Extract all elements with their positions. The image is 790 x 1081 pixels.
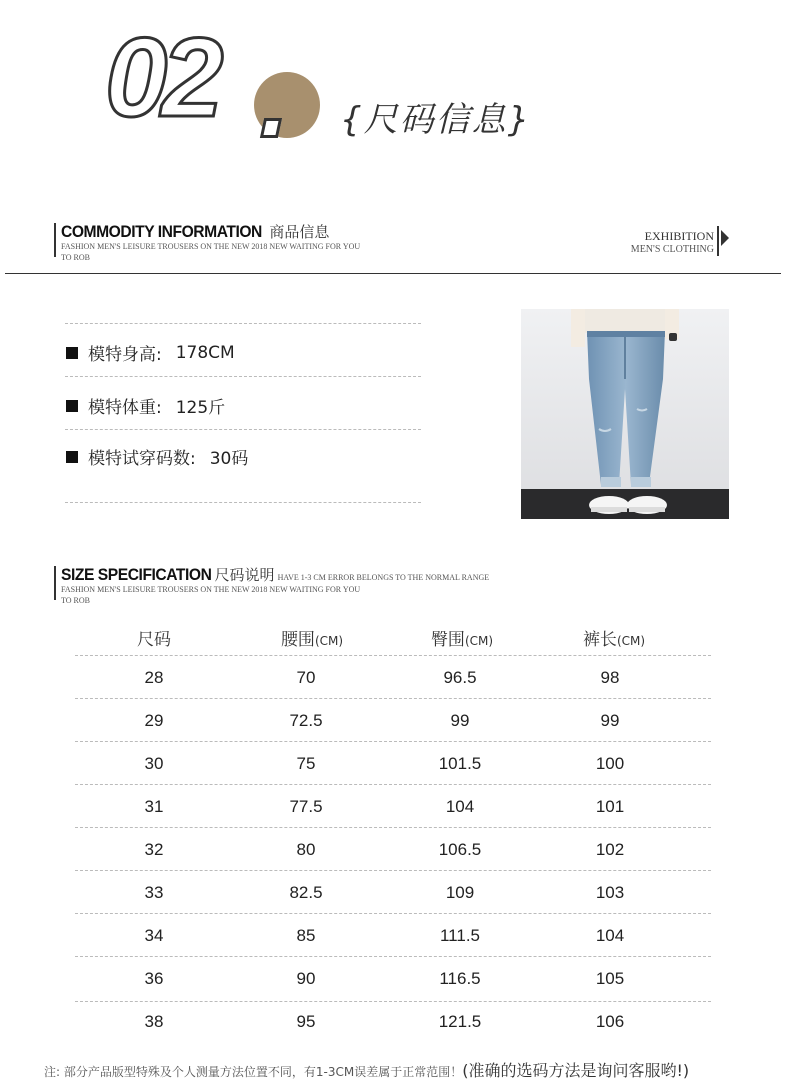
model-info-value: 178CM	[175, 342, 235, 363]
cell-waist: 77.5	[289, 797, 323, 816]
cell-waist: 82.5	[289, 883, 323, 902]
cell-size: 30	[144, 754, 164, 773]
table-header-waist	[242, 625, 382, 650]
size-spec-heading	[61, 564, 489, 585]
table-row	[0, 883, 790, 903]
cell-hip: 116.5	[439, 969, 481, 988]
table-row	[0, 754, 790, 774]
cell-hip: 121.5	[438, 1012, 482, 1031]
section-bar	[54, 566, 56, 600]
cell-length: 102	[595, 840, 625, 859]
table-header-size	[84, 625, 224, 650]
table-divider	[75, 655, 711, 656]
cell-size: 34	[144, 926, 164, 945]
table-divider	[75, 1001, 711, 1002]
table-row	[0, 711, 790, 731]
header-unit: (CM)	[314, 634, 344, 648]
cell-waist: 70	[296, 668, 316, 687]
size-spec-note: HAVE 1-3 CM ERROR BELONGS TO THE NORMAL RANGE	[277, 573, 490, 582]
cell-hip: 96.5	[443, 668, 477, 687]
header-unit: (CM)	[464, 634, 494, 648]
square-bullet-icon	[66, 347, 78, 359]
table-header-length	[544, 625, 684, 650]
model-info-row	[66, 340, 235, 365]
jeans-illustration	[521, 309, 729, 519]
square-bullet-icon	[66, 451, 78, 463]
cell-hip: 101.5	[438, 754, 482, 773]
table-divider	[75, 956, 711, 957]
cell-hip: 106.5	[438, 840, 482, 859]
commodity-title-en: COMMODITY INFORMATION	[61, 222, 262, 241]
cell-size: 31	[144, 797, 164, 816]
cell-length: 106	[595, 1012, 625, 1031]
footnote-emphasis: (准确的选码方法是询问客服哟!)	[462, 1061, 690, 1080]
commodity-title-cn: 商品信息	[269, 223, 330, 241]
size-spec-title-en: SIZE SPECIFICATION	[61, 565, 212, 584]
cell-length: 100	[595, 754, 625, 773]
section-bar	[54, 223, 56, 257]
cell-waist: 90	[296, 969, 316, 988]
table-row	[0, 840, 790, 860]
divider	[5, 273, 781, 274]
header-unit: (CM)	[616, 634, 646, 648]
cell-hip: 109	[445, 883, 475, 902]
cell-size: 32	[144, 840, 164, 859]
size-spec-title-cn: 尺码说明	[214, 566, 275, 584]
cell-waist: 85	[296, 926, 316, 945]
table-row	[0, 797, 790, 817]
table-divider	[75, 741, 711, 742]
cell-waist: 80	[296, 840, 316, 859]
header-label: 臀围	[430, 630, 465, 650]
table-row	[0, 1012, 790, 1032]
table-row	[0, 969, 790, 989]
cell-hip: 99	[450, 711, 470, 730]
header-label: 裤长	[582, 630, 617, 650]
section-number: 02	[105, 15, 218, 140]
table-row	[0, 668, 790, 688]
cell-length: 105	[595, 969, 625, 988]
table-divider	[75, 870, 711, 871]
divider	[65, 323, 421, 324]
cell-size: 29	[144, 711, 164, 730]
model-info-label: 模特试穿码数:	[88, 449, 196, 469]
commodity-subtitle: FASHION MEN'S LEISURE TROUSERS ON THE NEW 2018 NEW WAITING FOR YOU TO ROB	[61, 242, 361, 262]
cell-length: 103	[595, 883, 625, 902]
square-bullet-icon	[66, 400, 78, 412]
exhibition-subtitle: MEN'S CLOTHING	[630, 244, 714, 255]
model-info-row	[66, 393, 225, 418]
header-label: 腰围	[280, 630, 315, 650]
table-divider	[75, 913, 711, 914]
cell-hip: 104	[445, 797, 475, 816]
cell-waist: 95	[296, 1012, 316, 1031]
cell-length: 99	[600, 711, 620, 730]
cell-waist: 75	[296, 754, 316, 773]
product-photo	[521, 309, 729, 519]
table-divider	[75, 827, 711, 828]
arrow-right-icon	[721, 230, 729, 246]
table-divider	[75, 784, 711, 785]
exhibition-bar	[717, 226, 719, 256]
cell-length: 101	[595, 797, 625, 816]
header-label: 尺码	[137, 630, 171, 650]
footnote-small: 注: 部分产品版型特殊及个人测量方法位置不同，有1-3CM误差属于正常范围！	[44, 1065, 463, 1079]
commodity-heading	[61, 221, 329, 242]
cell-size: 28	[144, 668, 164, 687]
cell-size: 33	[144, 883, 164, 902]
cell-waist: 72.5	[289, 711, 323, 730]
model-info-label: 模特身高:	[88, 345, 162, 365]
table-row	[0, 926, 790, 946]
cell-hip: 111.5	[439, 926, 481, 945]
model-info-label: 模特体重:	[88, 398, 162, 418]
size-spec-subtitle: FASHION MEN'S LEISURE TROUSERS ON THE NEW 2018 NEW WAITING FOR YOU TO ROB	[61, 585, 361, 605]
model-info-value: 125斤	[175, 398, 226, 418]
exhibition-title: EXHIBITION	[644, 229, 714, 243]
cell-length: 104	[595, 926, 625, 945]
table-header-hip	[392, 625, 532, 650]
cell-size: 38	[144, 1012, 164, 1031]
cell-length: 98	[600, 668, 620, 687]
cell-size: 36	[144, 969, 164, 988]
divider	[65, 376, 421, 377]
section-title: {尺码信息}	[340, 100, 532, 140]
divider	[65, 502, 421, 503]
model-info-row	[66, 444, 248, 469]
model-info-value: 30码	[209, 449, 249, 469]
divider	[65, 429, 421, 430]
table-divider	[75, 698, 711, 699]
